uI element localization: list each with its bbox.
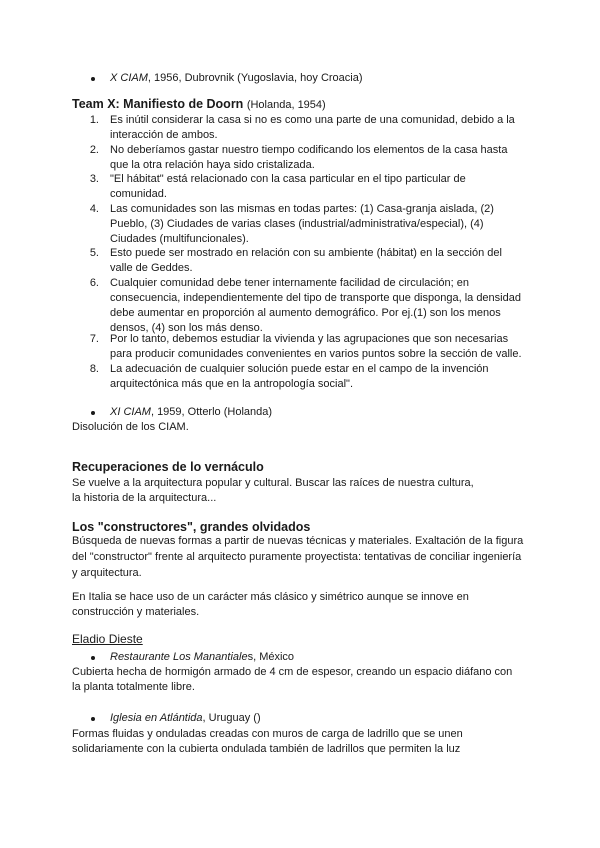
constructores-p1-line: Búsqueda de nuevas formas a partir de nuevas técnicas y materiales. Exaltación de la figura: [72, 535, 524, 547]
list-item-number: 5.: [89, 247, 99, 259]
constructores-p2-line: construcción y materiales.: [72, 606, 200, 618]
vernaculo-line: la historia de la arquitectura...: [72, 492, 217, 504]
list-item-line: interacción de ambos.: [110, 129, 218, 141]
bullet-dot: [91, 77, 95, 81]
iglesia-bullet: Iglesia en Atlántida, Uruguay (): [110, 712, 261, 724]
list-item-line: que la otra relación haya sido cristalizada.: [110, 159, 315, 171]
x-ciam-bullet: X CIAM, 1956, Dubrovnik (Yugoslavia, hoy Croacia): [110, 72, 363, 84]
list-item-line: consecuencia, independientemente del tipo de transporte que disponga, la densidad: [110, 292, 521, 304]
disolucion-text: Disolución de los CIAM.: [72, 421, 189, 433]
list-item-number: 4.: [89, 203, 99, 215]
list-item-line: Pueblo, (3) Ciudades de varias clases (industrial/administrativa/especial), (4): [110, 218, 484, 230]
restaurante-bullet: Restaurante Los Manantiales, México: [110, 651, 295, 663]
constructores-p2-line: En Italia se hace uso de un carácter más clásico y simétrico aunque se innove en: [72, 591, 469, 603]
list-item-line: arquitectónica más que en la antropología social".: [110, 378, 353, 390]
eladio-dieste-link[interactable]: Eladio Dieste: [72, 632, 143, 646]
list-item-line: Las comunidades son las mismas en todas partes: (1) Casa-granja aislada, (2): [110, 203, 494, 215]
list-item-line: Ciudades (multifuncionales).: [110, 233, 249, 245]
list-item-line: No deberíamos gastar nuestro tiempo codificando los elementos de la casa hasta: [110, 144, 508, 156]
list-item-line: comunidad.: [110, 188, 167, 200]
xi-ciam-bullet: XI CIAM, 1959, Otterlo (Holanda): [110, 406, 273, 418]
vernaculo-line: Se vuelve a la arquitectura popular y cultural. Buscar las raíces de nuestra cultura,: [72, 477, 474, 489]
list-item-line: Esto puede ser mostrado en relación con su ambiente (hábitat) en la sección del: [110, 247, 502, 259]
iglesia-text-line: Formas fluidas y onduladas creadas con muros de carga de ladrillo que se unen: [72, 728, 463, 740]
restaurante-text-line: la planta totalmente libre.: [72, 681, 195, 693]
list-item-number: 6.: [89, 277, 99, 289]
constructores-heading: Los "constructores", grandes olvidados: [72, 520, 311, 534]
list-item-number: 1.: [89, 114, 99, 126]
vernaculo-heading: Recuperaciones de lo vernáculo: [72, 460, 264, 474]
teamx-heading: Team X: Manifiesto de Doorn (Holanda, 1954): [72, 97, 326, 111]
bullet-dot: [91, 656, 95, 660]
list-item-number: 7.: [89, 333, 99, 345]
restaurante-text-line: Cubierta hecha de hormigón armado de 4 cm de espesor, creando un espacio diáfano con: [72, 666, 513, 678]
list-item-line: La adecuación de cualquier solución puede estar en el campo de la invención: [110, 363, 489, 375]
constructores-p1-line: y arquitectura.: [72, 567, 142, 579]
list-item-line: densos, (4) son los más denso.: [110, 322, 263, 334]
list-item-number: 3.: [89, 173, 99, 185]
iglesia-text-line: solidariamente con la cubierta ondulada también de ladrillos que permiten la luz: [72, 743, 461, 755]
bullet-dot: [91, 411, 95, 415]
list-item-number: 8.: [89, 363, 99, 375]
bullet-dot: [91, 717, 95, 721]
list-item-line: Por lo tanto, debemos estudiar la vivienda y las agrupaciones que son necesarias: [110, 333, 509, 345]
list-item-line: para producir comunidades convenientes en varios puntos sobre la sección de valle.: [110, 348, 522, 360]
list-item-number: 2.: [89, 144, 99, 156]
list-item-line: "El hábitat" está relacionado con la casa particular en el tipo particular de: [110, 173, 466, 185]
constructores-p1-line: del "constructor" frente al arquitecto puramente proyectista: tentativas de conciliar ingeniería: [72, 551, 522, 563]
list-item-line: Cualquier comunidad debe tener internamente facilidad de circulación; en: [110, 277, 469, 289]
list-item-line: valle de Geddes.: [110, 262, 193, 274]
list-item-line: debe aumentar en proporción al aumento demográfico. Por ej.(1) son los menos: [110, 307, 501, 319]
list-item-line: Es inútil considerar la casa si no es como una parte de una comunidad, debido a la: [110, 114, 515, 126]
